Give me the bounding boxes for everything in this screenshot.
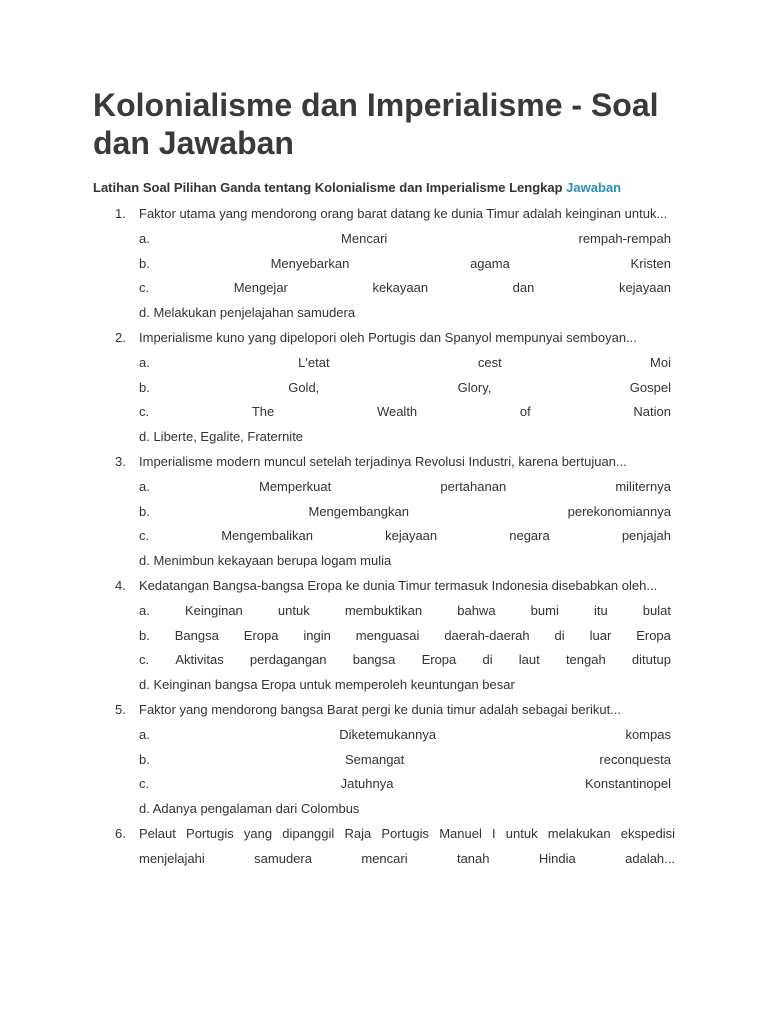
option-letter: b. [139, 503, 150, 519]
option-word: bumi [530, 602, 559, 618]
answer-option [139, 351, 671, 376]
question-text: Faktor yang mendorong bangsa Barat pergi ke dunia timur adalah sebagai berikut... [139, 701, 622, 717]
option-word: Kristen [630, 255, 671, 271]
question-number: 3. [115, 453, 126, 469]
jawaban-link[interactable]: Jawaban [566, 180, 622, 195]
option-word: Memperkuat [259, 478, 332, 494]
option-word: Jatuhnya [340, 776, 394, 792]
option-word: bahwa [457, 602, 496, 618]
question-text: Kedatangan Bangsa-bangsa Eropa ke dunia Timur termasuk Indonesia disebabkan oleh... [139, 577, 658, 593]
answer-option [139, 723, 671, 748]
option-word: The [251, 404, 275, 420]
option-word: perdagangan [249, 652, 327, 668]
option-word: reconquesta [599, 751, 671, 767]
option-word: ditutup [631, 652, 671, 668]
option-word: Mencari [341, 230, 388, 246]
option-letter: a. [139, 230, 150, 246]
answer-option-d: d. Keinginan bangsa Eropa untuk memperoleh keuntungan besar [139, 677, 515, 693]
option-word: kejayaan [385, 528, 438, 544]
option-word: Gospel [629, 379, 671, 395]
option-word: membuktikan [344, 602, 423, 618]
option-word: itu [593, 602, 608, 618]
answer-option [139, 252, 671, 277]
option-word: bulat [642, 602, 671, 618]
answer-option [139, 648, 671, 673]
option-letter: c. [139, 528, 150, 544]
option-word: rempah-rempah [578, 230, 671, 246]
option-letter: a. [139, 354, 150, 370]
question-number: 6. [115, 825, 126, 841]
question-number: 2. [115, 329, 126, 345]
option-letter: c. [139, 776, 150, 792]
option-letter: c. [139, 652, 150, 668]
option-word: of [519, 404, 531, 420]
option-letter: c. [139, 404, 150, 420]
option-word: penjajah [621, 528, 671, 544]
answer-option [139, 748, 671, 773]
option-word: perekonomiannya [567, 503, 671, 519]
option-word: bangsa [352, 652, 396, 668]
answer-option-d: d. Adanya pengalaman dari Colombus [139, 801, 360, 817]
question-number: 4. [115, 577, 126, 593]
intro-line [93, 180, 693, 195]
option-word: Glory, [457, 379, 492, 395]
question-text: Imperialisme kuno yang dipelopori oleh Portugis dan Spanyol mempunyai semboyan... [139, 329, 637, 345]
option-word: Eropa [636, 627, 671, 643]
option-word: Menyebarkan [270, 255, 350, 271]
option-word: pertahanan [440, 478, 507, 494]
question-text: Faktor utama yang mendorong orang barat datang ke dunia Timur adalah keinginan untuk... [139, 206, 668, 221]
question-list [93, 202, 675, 872]
option-word: kekayaan [372, 280, 429, 296]
answer-option [139, 599, 671, 624]
option-word: Gold, [288, 379, 320, 395]
answer-option [139, 624, 671, 649]
question-item [93, 698, 675, 822]
option-letter: a. [139, 478, 150, 494]
answer-option [139, 524, 671, 549]
answer-option [139, 400, 671, 425]
option-word: militernya [615, 478, 671, 494]
option-letter: b. [139, 255, 150, 271]
question-item [93, 574, 675, 698]
option-letter: b. [139, 627, 150, 643]
answer-option [139, 475, 671, 500]
question-item [93, 326, 675, 450]
option-word: dan [512, 280, 535, 296]
option-word: Wealth [376, 404, 418, 420]
option-word: Nation [633, 404, 671, 420]
option-word: untuk [277, 602, 310, 618]
answer-option [139, 376, 671, 401]
option-word: laut [518, 652, 540, 668]
option-word: Diketemukannya [339, 726, 437, 742]
option-word: Moi [650, 354, 671, 370]
option-letter: a. [139, 726, 150, 742]
option-word: Keinginan [184, 602, 243, 618]
question-number: 1. [115, 206, 126, 221]
option-letter: b. [139, 379, 150, 395]
question-text: Imperialisme modern muncul setelah terjadinya Revolusi Industri, karena bertujuan... [139, 453, 627, 469]
option-word: Aktivitas [175, 652, 224, 668]
question-number: 5. [115, 701, 126, 717]
page-title: Kolonialisme dan Imperialisme - Soal dan Jawaban [93, 87, 659, 161]
option-word: agama [470, 255, 510, 271]
option-word: ingin [303, 627, 331, 643]
option-word: negara [509, 528, 550, 544]
option-letter: b. [139, 751, 150, 767]
question-item [93, 202, 675, 326]
intro-text: Latihan Soal Pilihan Ganda tentang Kolonialisme dan Imperialisme Lengkap [93, 180, 563, 195]
option-letter: c. [139, 280, 150, 296]
option-word: Eropa [243, 627, 279, 643]
option-word: Eropa [421, 652, 457, 668]
answer-option [139, 772, 671, 797]
option-word: di [554, 627, 565, 643]
answer-option-d: d. Liberte, Egalite, Fraternite [139, 429, 304, 445]
option-word: luar [589, 627, 612, 643]
answer-option [139, 276, 671, 301]
answer-option [139, 227, 671, 252]
option-word: menguasai [355, 627, 420, 643]
option-word: Mengembalikan [221, 528, 313, 544]
option-word: Konstantinopel [584, 776, 671, 792]
option-word: cest [477, 354, 502, 370]
option-word: Semangat [345, 751, 405, 767]
question-text: Pelaut Portugis yang dipanggil Raja Portugis Manuel I untuk melakukan ekspedisi menjelajahi samudera mencari tanah Hindia adalah... [139, 825, 675, 866]
option-word: Mengembangkan [308, 503, 409, 519]
option-word: Mengejar [233, 280, 288, 296]
question-item [93, 822, 675, 872]
option-word: kejayaan [618, 280, 671, 296]
option-word: kompas [625, 726, 671, 742]
option-word: di [482, 652, 493, 668]
option-word: Bangsa [174, 627, 219, 643]
option-letter: a. [139, 602, 150, 618]
answer-option [139, 500, 671, 525]
answer-option-d: d. Menimbun kekayaan berupa logam mulia [139, 553, 392, 569]
option-word: daerah-daerah [444, 627, 530, 643]
option-word: L'etat [298, 354, 330, 370]
answer-option-d: d. Melakukan penjelajahan samudera [139, 305, 356, 321]
option-word: tengah [565, 652, 606, 668]
question-item [93, 450, 675, 574]
